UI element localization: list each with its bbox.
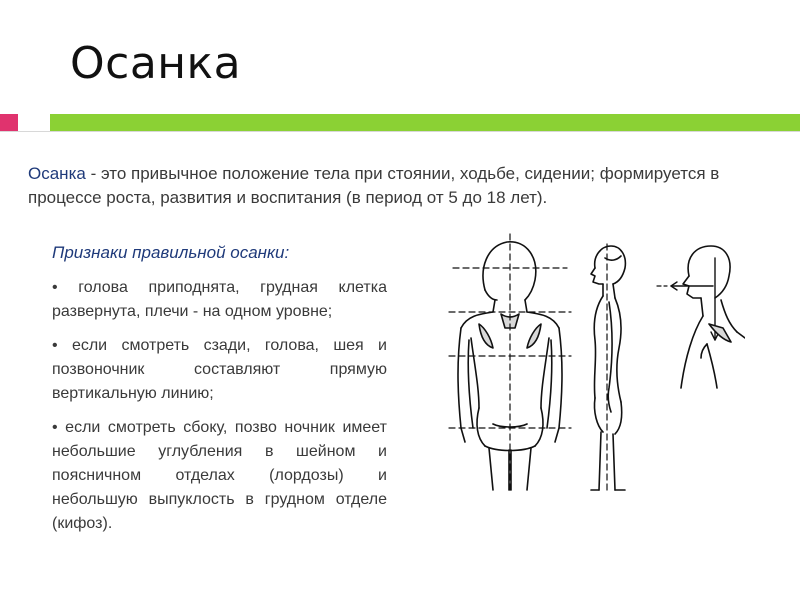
- divider-line: [0, 131, 800, 132]
- signs-list: [52, 276, 387, 546]
- slide-title: Осанка: [70, 38, 242, 89]
- sign-item: • голова приподнята, грудная клетка развернута, плечи - на одном уровне;: [52, 279, 387, 320]
- posture-illustration: [445, 228, 745, 493]
- definition-text: - это привычное положение тела при стоянии, ходьбе, сидении; формируется в процессе роста, развития и воспитания (в период от 5 до 18 лет).: [28, 164, 720, 207]
- head-profile-figure: [657, 246, 745, 388]
- sign-item: • если смотреть сзади, голова, шея и позвоночник составляют прямую вертикальную линию;: [52, 337, 387, 402]
- definition-paragraph: [28, 162, 728, 210]
- accent-bar-green: [50, 114, 800, 132]
- signs-heading: Признаки правильной осанки:: [52, 243, 290, 262]
- back-view-figure: [449, 234, 571, 490]
- sign-item: • если смотреть сбоку, позво ночник имеет небольшие углубления в шейном и поясничном отделах (лордозы) и небольшую выпуклость в грудном отделе (кифоз).: [52, 419, 387, 532]
- accent-bar-pink: [0, 114, 18, 132]
- side-view-figure: [591, 244, 625, 490]
- definition-term: Осанка: [28, 164, 86, 183]
